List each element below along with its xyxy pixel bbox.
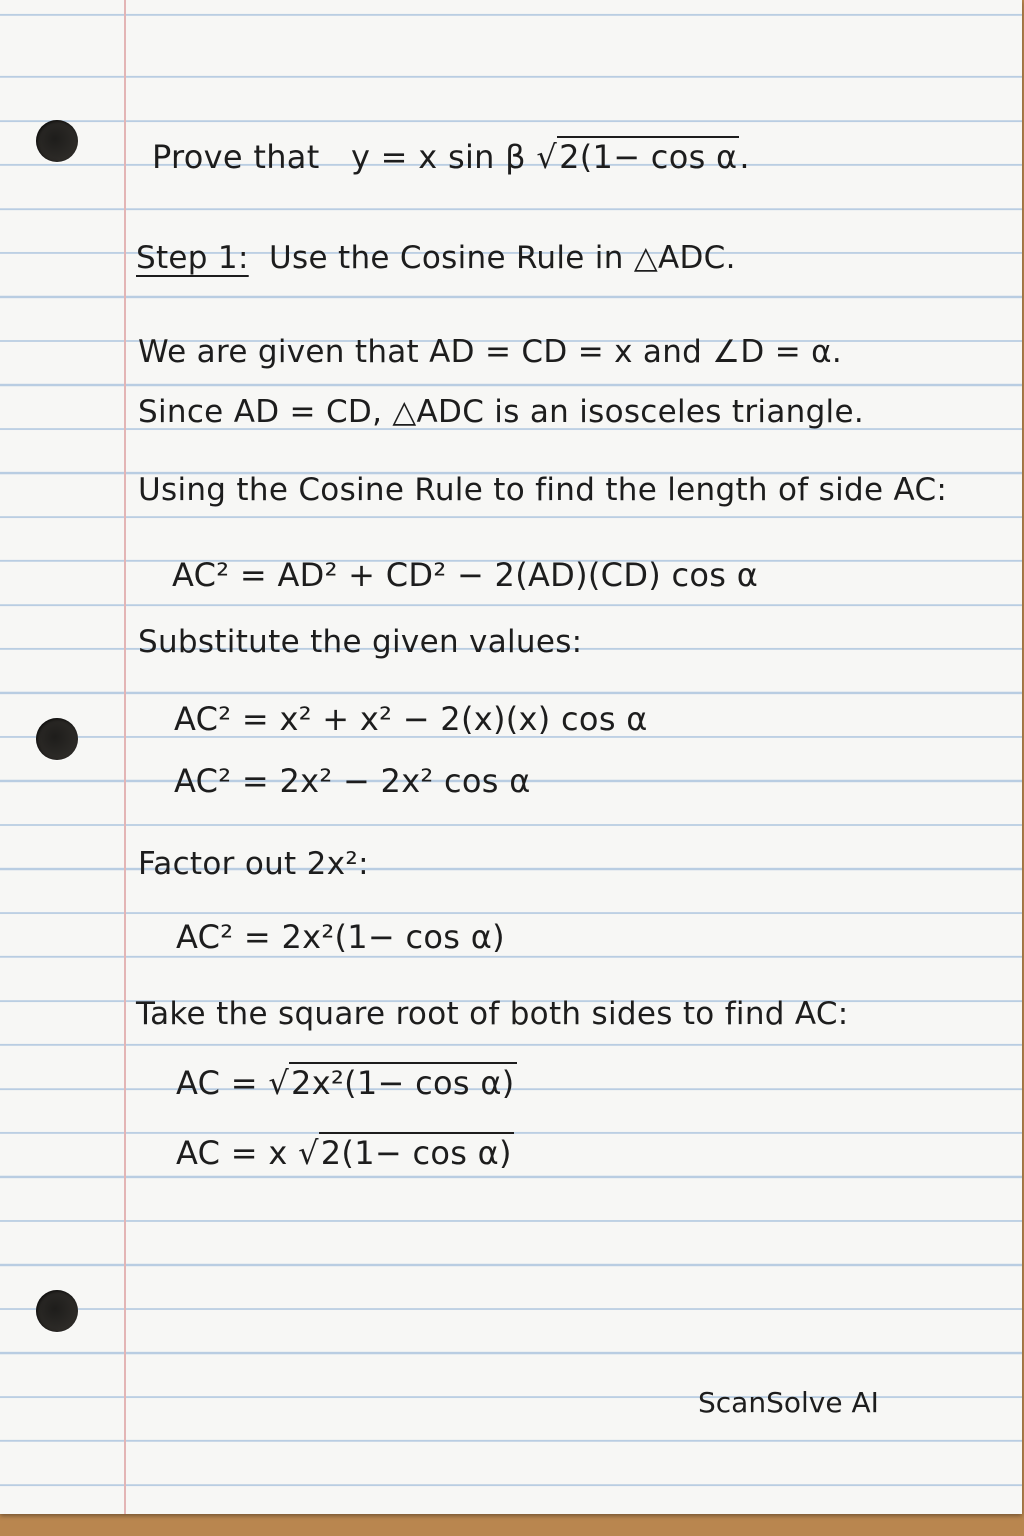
sqrt-eq-2-radicand: 2(1− cos α) (320, 1134, 512, 1172)
cosine-rule-intro: Using the Cosine Rule to find the length of side AC: (138, 472, 948, 508)
radical-sign: √ (298, 1134, 319, 1172)
sqrt-eq-1 (176, 1064, 517, 1102)
step1-label: Step 1: (136, 240, 249, 276)
sqrt-eq-1-lhs: AC = (176, 1064, 258, 1102)
problem-sqrt (536, 138, 739, 176)
sqrt-eq-1-radicand: 2x²(1− cos α) (291, 1064, 515, 1102)
sqrt-intro: Take the square root of both sides to find AC: (136, 996, 849, 1032)
substitute-eq-1: AC² = x² + x² − 2(x)(x) cos α (174, 700, 648, 738)
problem-suffix: . (739, 138, 750, 176)
step1-text: Use the Cosine Rule in △ADC. (269, 240, 736, 276)
sqrt-eq-2-lhs: AC = x (176, 1134, 288, 1172)
substitute-intro: Substitute the given values: (138, 624, 583, 660)
punch-hole-top (36, 120, 78, 162)
step1-heading (136, 240, 736, 276)
problem-radicand: 2(1− cos α (559, 138, 738, 176)
substitute-eq-2: AC² = 2x² − 2x² cos α (174, 762, 531, 800)
punch-hole-bottom (36, 1290, 78, 1332)
given-line-2: Since AD = CD, △ADC is an isosceles triangle. (138, 394, 864, 430)
radical-sign: √ (536, 138, 558, 176)
margin-line (124, 0, 126, 1514)
sqrt-eq-2 (176, 1134, 514, 1172)
given-line-1: We are given that AD = CD = x and ∠D = α. (138, 334, 843, 370)
problem-statement (152, 138, 750, 176)
sqrt-eq-1-root (268, 1064, 516, 1102)
problem-formula-lhs: y = x sin β (350, 138, 526, 176)
cosine-rule-formula: AC² = AD² + CD² − 2(AD)(CD) cos α (172, 556, 759, 594)
sqrt-eq-2-root (298, 1134, 514, 1172)
punch-hole-middle (36, 718, 78, 760)
brand-footer: ScanSolve AI (698, 1386, 879, 1419)
factor-eq: AC² = 2x²(1− cos α) (176, 918, 505, 956)
radical-sign: √ (268, 1064, 290, 1102)
factor-intro: Factor out 2x²: (138, 846, 369, 882)
problem-prefix: Prove that (152, 138, 320, 176)
